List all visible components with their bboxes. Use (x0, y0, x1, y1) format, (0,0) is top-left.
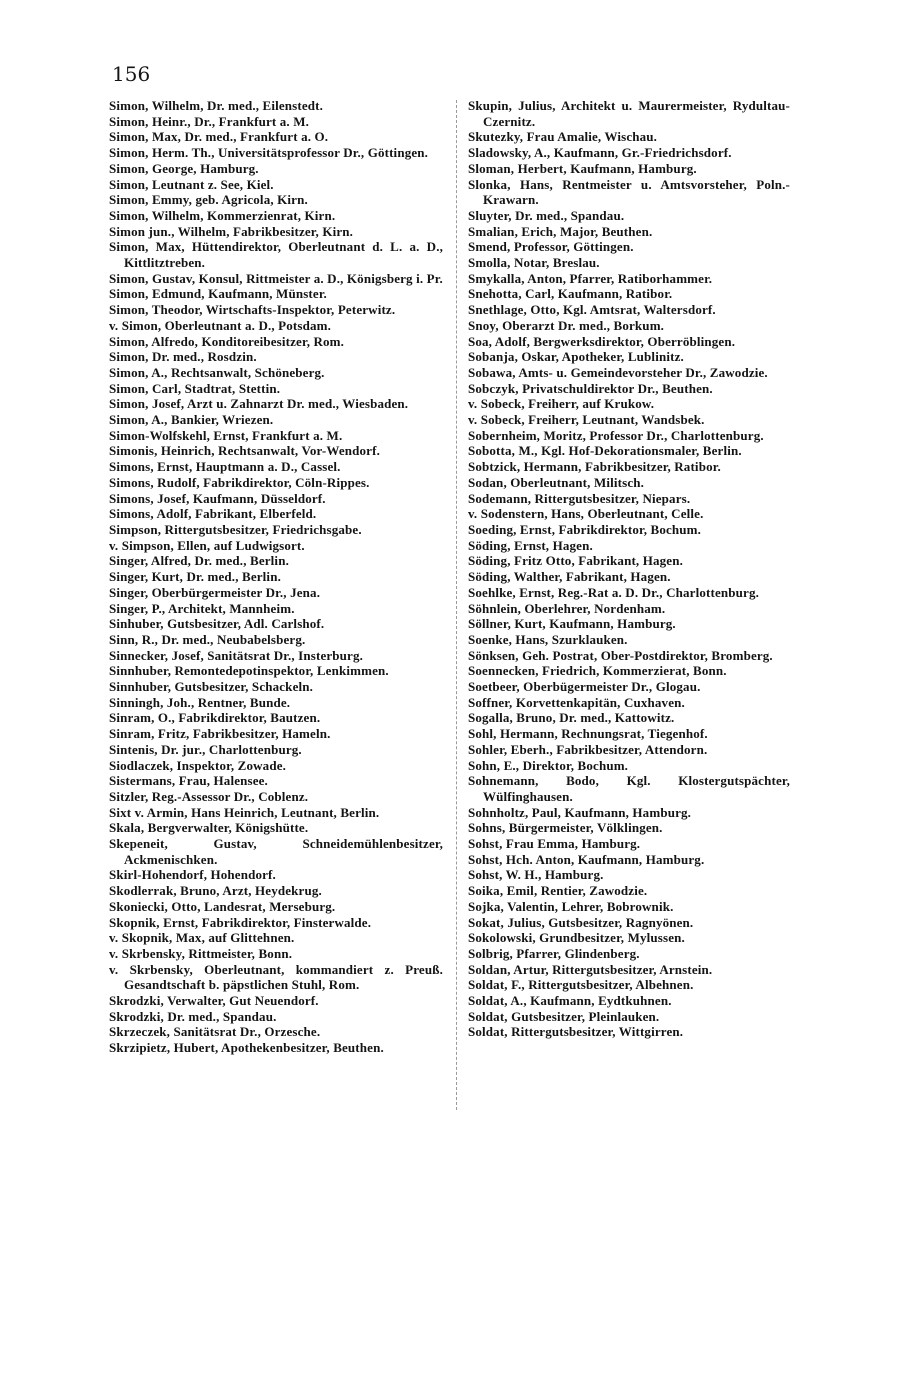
directory-entry: Smykalla, Anton, Pfarrer, Ratiborhammer. (468, 270, 713, 286)
directory-entry: Soehlke, Ernst, Reg.-Rat a. D. Dr., Charlottenburg. (468, 584, 759, 600)
directory-entry: Simon jun., Wilhelm, Fabrikbesitzer, Kirn. (109, 223, 354, 239)
directory-entry: Skopnik, Ernst, Fabrikdirektor, Finsterwalde. (109, 914, 372, 930)
directory-entry: Simon, A., Rechtsanwalt, Schöneberg. (109, 364, 325, 380)
directory-entry: Skrodzki, Dr. med., Spandau. (109, 1008, 277, 1024)
directory-entry: Sokolowski, Grundbesitzer, Mylussen. (468, 930, 685, 946)
directory-entry: Skodlerrak, Bruno, Arzt, Heydekrug. (109, 883, 322, 899)
page-number: 156 (112, 62, 151, 86)
directory-entry: Slonka, Hans, Rentmeister u. Amtsvorsteher, Poln.-Krawarn. (468, 176, 790, 208)
directory-entry: Skepeneit, Gustav, Schneidemühlenbesitzer, Ackmenischken. (109, 836, 443, 867)
directory-entry: Sinnhuber, Remontedepotinspektor, Lenkimmen. (109, 663, 389, 679)
directory-entry: Simon, Wilhelm, Dr. med., Eilenstedt. (109, 98, 324, 113)
directory-entry: Sluyter, Dr. med., Spandau. (468, 207, 625, 223)
directory-entry: Sladowsky, A., Kaufmann, Gr.-Friedrichsdorf. (468, 145, 732, 161)
directory-entry: Sohl, Hermann, Rechnungsrat, Tiegenhof. (468, 726, 708, 742)
directory-entry: Soldat, F., Rittergutsbesitzer, Albehnen. (468, 977, 694, 993)
directory-entry: Sinram, Fritz, Fabrikbesitzer, Hameln. (109, 726, 331, 742)
directory-entry: Skoniecki, Otto, Landesrat, Merseburg. (109, 898, 336, 914)
directory-entry: Sohnemann, Bodo, Kgl. Klostergutspächter, Wülfinghausen. (468, 773, 790, 804)
directory-entry: Soetbeer, Oberbügermeister Dr., Glogau. (468, 679, 701, 695)
directory-entry: Söding, Walther, Fabrikant, Hagen. (468, 569, 671, 585)
directory-entry: Soeding, Ernst, Fabrikdirektor, Bochum. (468, 521, 702, 537)
directory-entry: Simon, Herm. Th., Universitätsprofessor Dr., Göttingen. (109, 145, 429, 161)
directory-entry: Simon, Josef, Arzt u. Zahnarzt Dr. med., Wiesbaden. (109, 396, 409, 412)
directory-entry: Sinram, O., Fabrikdirektor, Bautzen. (109, 710, 321, 726)
directory-entry: Singer, Alfred, Dr. med., Berlin. (109, 553, 289, 569)
directory-entry: Skupin, Julius, Architekt u. Maurermeister, Rydultau-Czernitz. (468, 98, 790, 129)
directory-entry: Sohns, Bürgermeister, Völklingen. (468, 820, 663, 836)
directory-entry: Soldan, Artur, Rittergutsbesitzer, Arnstein. (468, 961, 713, 977)
directory-entry: Sodan, Oberleutnant, Militsch. (468, 474, 645, 490)
directory-entry: Soennecken, Friedrich, Kommerzierat, Bonn. (468, 663, 727, 679)
directory-entry: Simon-Wolfskehl, Ernst, Frankfurt a. M. (109, 427, 343, 443)
directory-entry: Sinningh, Joh., Rentner, Bunde. (109, 694, 291, 710)
directory-entry: Smalian, Erich, Major, Beuthen. (468, 223, 653, 239)
directory-entry: Simon, Emmy, geb. Agricola, Kirn. (109, 192, 308, 208)
directory-entry: Sobtzick, Hermann, Fabrikbesitzer, Ratibor. (468, 459, 721, 475)
directory-entry: Simon, Heinr., Dr., Frankfurt a. M. (109, 113, 310, 129)
directory-entry: Skirl-Hohendorf, Hohendorf. (109, 867, 276, 883)
directory-entry: Smolla, Notar, Breslau. (468, 255, 600, 271)
directory-entry: Sinnhuber, Gutsbesitzer, Schackeln. (109, 679, 314, 695)
right-column (468, 98, 790, 1040)
directory-entry: Simons, Rudolf, Fabrikdirektor, Cöln-Rippes. (109, 474, 370, 490)
directory-entry: Skutezky, Frau Amalie, Wischau. (468, 129, 658, 145)
directory-entry: Sinnecker, Josef, Sanitätsrat Dr., Insterburg. (109, 647, 364, 663)
directory-entry: Simon, Wilhelm, Kommerzienrat, Kirn. (109, 207, 336, 223)
directory-entry: Sobernheim, Moritz, Professor Dr., Charlottenburg. (468, 427, 764, 443)
directory-entry: Sobotta, M., Kgl. Hof-Dekorationsmaler, Berlin. (468, 443, 742, 459)
directory-entry: Söding, Ernst, Hagen. (468, 537, 593, 553)
directory-entry: Skrodzki, Verwalter, Gut Neuendorf. (109, 993, 319, 1009)
directory-entry: v. Sobeck, Freiherr, Leutnant, Wandsbek. (468, 412, 705, 428)
directory-entry: Snoy, Oberarzt Dr. med., Borkum. (468, 317, 665, 333)
directory-entry: Simon, A., Bankier, Wriezen. (109, 412, 274, 428)
directory-entry: Sodemann, Rittergutsbesitzer, Niepars. (468, 490, 691, 506)
directory-entry: Simon, Alfredo, Konditoreibesitzer, Rom. (109, 333, 345, 349)
directory-entry: v. Skrbensky, Oberleutnant, kommandiert z. Preuß. Gesandtschaft b. päpstlichen Stuhl, Rom. (109, 961, 443, 993)
directory-entry: Sobawa, Amts- u. Gemeindevorsteher Dr., Zawodzie. (468, 364, 768, 380)
directory-entry: Skrzeczek, Sanitätsrat Dr., Orzesche. (109, 1024, 321, 1040)
directory-entry: Simons, Adolf, Fabrikant, Elberfeld. (109, 506, 317, 522)
directory-entry: Simon, George, Hamburg. (109, 160, 259, 176)
directory-entry: Simon, Edmund, Kaufmann, Münster. (109, 286, 327, 302)
directory-entry: Snethlage, Otto, Kgl. Amtsrat, Waltersdorf. (468, 302, 716, 318)
directory-entry: Simon, Dr. med., Rosdzin. (109, 349, 257, 365)
directory-entry: Siodlaczek, Inspektor, Zowade. (109, 757, 287, 773)
directory-entry: Smend, Professor, Göttingen. (468, 239, 634, 255)
directory-entry: Simpson, Rittergutsbesitzer, Friedrichsgabe. (109, 521, 362, 537)
directory-entry: v. Simpson, Ellen, auf Ludwigsort. (109, 537, 305, 553)
directory-entry: v. Sobeck, Freiherr, auf Krukow. (468, 396, 655, 412)
directory-entry: Simon, Theodor, Wirtschafts-Inspektor, Peterwitz. (109, 302, 396, 318)
directory-entry: Soenke, Hans, Szurklauken. (468, 631, 628, 647)
directory-entry: Soldat, Gutsbesitzer, Pleinlauken. (468, 1008, 660, 1024)
directory-entry: Sloman, Herbert, Kaufmann, Hamburg. (468, 160, 697, 176)
directory-entry: Söhnlein, Oberlehrer, Nordenham. (468, 600, 666, 616)
directory-entry: Soffner, Korvettenkapitän, Cuxhaven. (468, 694, 685, 710)
directory-entry: Simon, Leutnant z. See, Kiel. (109, 176, 274, 192)
directory-entry: Sixt v. Armin, Hans Heinrich, Leutnant, Berlin. (109, 804, 380, 820)
directory-entry: Sobczyk, Privatschuldirektor Dr., Beuthen. (468, 380, 713, 396)
directory-entry: Sintenis, Dr. jur., Charlottenburg. (109, 741, 302, 757)
column-divider (456, 100, 457, 1110)
directory-entry: Soldat, Rittergutsbesitzer, Wittgirren. (468, 1024, 684, 1040)
directory-entry: Soika, Emil, Rentier, Zawodzie. (468, 883, 648, 899)
directory-entry: Simon, Max, Hüttendirektor, Oberleutnant d. L. a. D., Kittlitztreben. (109, 239, 443, 271)
directory-entry: Sohst, Frau Emma, Hamburg. (468, 836, 641, 852)
directory-entry: Singer, Kurt, Dr. med., Berlin. (109, 569, 281, 585)
directory-entry: Sojka, Valentin, Lehrer, Bobrownik. (468, 898, 674, 914)
directory-entry: Simons, Josef, Kaufmann, Düsseldorf. (109, 490, 326, 506)
directory-entry: Skala, Bergverwalter, Königshütte. (109, 820, 309, 836)
directory-entry: Sohler, Eberh., Fabrikbesitzer, Attendorn. (468, 741, 708, 757)
directory-entry: Simon, Max, Dr. med., Frankfurt a. O. (109, 129, 329, 145)
directory-entry: Singer, P., Architekt, Mannheim. (109, 600, 295, 616)
directory-entry: Snehotta, Carl, Kaufmann, Ratibor. (468, 286, 673, 302)
directory-entry: Sitzler, Reg.-Assessor Dr., Coblenz. (109, 788, 309, 804)
directory-entry: Simons, Ernst, Hauptmann a. D., Cassel. (109, 459, 341, 475)
directory-entry: v. Skrbensky, Rittmeister, Bonn. (109, 945, 293, 961)
directory-entry: Sohst, W. H., Hamburg. (468, 867, 604, 883)
directory-entry: Sogalla, Bruno, Dr. med., Kattowitz. (468, 710, 675, 726)
directory-entry: v. Simon, Oberleutnant a. D., Potsdam. (109, 317, 332, 333)
directory-entry: Sohst, Hch. Anton, Kaufmann, Hamburg. (468, 851, 705, 867)
directory-entry: Söllner, Kurt, Kaufmann, Hamburg. (468, 616, 676, 632)
directory-entry: Singer, Oberbürgermeister Dr., Jena. (109, 584, 321, 600)
directory-entry: Sistermans, Frau, Halensee. (109, 773, 268, 789)
directory-entry: Sönksen, Geh. Postrat, Ober-Postdirektor, Bromberg. (468, 647, 773, 663)
directory-entry: Skrzipietz, Hubert, Apothekenbesitzer, Beuthen. (109, 1040, 384, 1056)
directory-entry: v. Sodenstern, Hans, Oberleutnant, Celle. (468, 506, 704, 522)
left-column (109, 98, 443, 1056)
directory-entry: Soa, Adolf, Bergwerksdirektor, Oberröblingen. (468, 333, 736, 349)
directory-entry: Simon, Gustav, Konsul, Rittmeister a. D., Königsberg i. Pr. (109, 270, 443, 286)
directory-entry: Simonis, Heinrich, Rechtsanwalt, Vor-Wendorf. (109, 443, 380, 459)
directory-entry: Sokat, Julius, Gutsbesitzer, Ragnyönen. (468, 914, 694, 930)
directory-entry: Soldat, A., Kaufmann, Eydtkuhnen. (468, 993, 672, 1009)
directory-entry: Sobanja, Oskar, Apotheker, Lublinitz. (468, 349, 684, 365)
directory-entry: Söding, Fritz Otto, Fabrikant, Hagen. (468, 553, 683, 569)
directory-entry: Sohnholtz, Paul, Kaufmann, Hamburg. (468, 804, 692, 820)
directory-entry: Sinn, R., Dr. med., Neubabelsberg. (109, 631, 306, 647)
directory-entry: v. Skopnik, Max, auf Glittehnen. (109, 930, 295, 946)
directory-entry: Solbrig, Pfarrer, Glindenberg. (468, 945, 640, 961)
directory-entry: Sinhuber, Gutsbesitzer, Adl. Carlshof. (109, 616, 325, 632)
directory-entry: Simon, Carl, Stadtrat, Stettin. (109, 380, 281, 396)
directory-entry: Sohn, E., Direktor, Bochum. (468, 757, 629, 773)
